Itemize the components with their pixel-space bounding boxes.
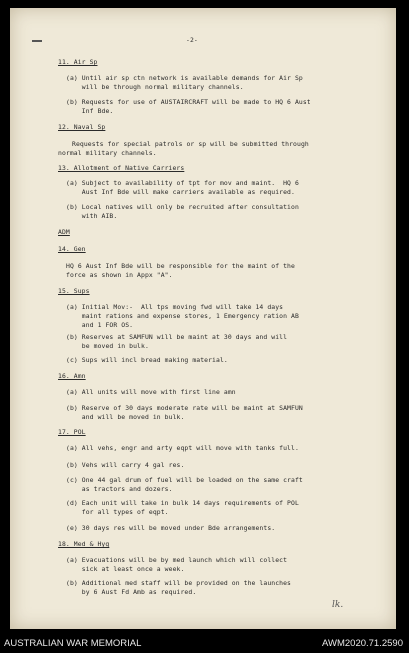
footer-reference: AWM2020.71.2590 xyxy=(322,638,403,649)
handwritten-initials: lk. xyxy=(332,600,344,610)
paragraph-line: (a) All units will move with first line amn xyxy=(66,388,236,396)
paragraph-line: (b) Local natives will only be recruited after consultation xyxy=(66,203,299,211)
paragraph-line: (a) Evacuations will be by med launch which will collect xyxy=(66,556,288,564)
paragraph-line: Inf Bde. xyxy=(66,107,114,115)
paragraph-line: (b) Vehs will carry 4 gal res. xyxy=(66,461,185,469)
page-number: -2- xyxy=(186,36,198,44)
footer-institution: AUSTRALIAN WAR MEMORIAL xyxy=(4,638,142,649)
section-heading: 17. POL xyxy=(58,428,86,436)
paragraph-line: (b) Additional med staff will be provided on the launches xyxy=(66,579,292,587)
paragraph-line: (c) One 44 gal drum of fuel will be loaded on the same craft xyxy=(66,476,303,484)
section-heading: 15. Sups xyxy=(58,287,90,295)
paragraph-line: (b) Reserves at SAMFUN will be maint at 30 days and will xyxy=(66,333,288,341)
hole-punch-mark xyxy=(32,40,42,42)
paragraph-line: will be through normal military channels. xyxy=(66,83,244,91)
section-heading: 12. Naval Sp xyxy=(58,123,106,131)
section-heading: 14. Gen xyxy=(58,245,86,253)
paragraph-line: Requests for special patrols or sp will be submitted through xyxy=(72,140,309,148)
paragraph-line: be moved in bulk. xyxy=(66,342,149,350)
paragraph-line: sick at least once a week. xyxy=(66,565,185,573)
paragraph-line: by 6 Aust Fd Amb as required. xyxy=(66,588,197,596)
section-heading: 18. Med & Hyg xyxy=(58,540,110,548)
paragraph-line: (e) 30 days res will be moved under Bde arrangements. xyxy=(66,524,276,532)
paragraph-line: for all types of eqpt. xyxy=(66,508,169,516)
paragraph-line: as tractors and dozers. xyxy=(66,485,173,493)
paragraph-line: (a) Initial Mov:- All tps moving fwd will take 14 days xyxy=(66,303,284,311)
paragraph-line: (c) Sups will incl bread making material. xyxy=(66,356,228,364)
paragraph-line: (b) Reserve of 30 days moderate rate will be maint at SAMFUN xyxy=(66,404,303,412)
paragraph-line: HQ 6 Aust Inf Bde will be responsible for the maint of the xyxy=(66,262,295,270)
paragraph-line: (a) All vehs, engr and arty eqpt will move with tanks full. xyxy=(66,444,299,452)
archive-footer xyxy=(0,633,409,653)
section-heading: 13. Allotment of Native Carriers xyxy=(58,164,185,172)
document-page xyxy=(10,8,396,629)
paragraph-line: (a) Until air sp ctn network is available demands for Air Sp xyxy=(66,74,303,82)
section-heading: 11. Air Sp xyxy=(58,58,98,66)
paragraph-line: force as shown in Appx "A". xyxy=(66,271,173,279)
paragraph-line: maint rations and expense stores, 1 Emergency ration AB xyxy=(66,312,299,320)
paragraph-line: normal military channels. xyxy=(58,149,157,157)
paragraph-line: (b) Requests for use of AUSTAIRCRAFT will be made to HQ 6 Aust xyxy=(66,98,311,106)
paragraph-line: (a) Subject to availability of tpt for mov and maint. HQ 6 xyxy=(66,179,299,187)
section-heading: 16. Amn xyxy=(58,372,86,380)
paragraph-line: with AIB. xyxy=(66,212,118,220)
paragraph-line: (d) Each unit will take in bulk 14 days requirements of POL xyxy=(66,499,299,507)
paragraph-line: and 1 FOR OS. xyxy=(66,321,134,329)
section-heading: ADM xyxy=(58,228,70,236)
paragraph-line: and will be moved in bulk. xyxy=(66,413,185,421)
paragraph-line: Aust Inf Bde will make carriers available as required. xyxy=(66,188,295,196)
